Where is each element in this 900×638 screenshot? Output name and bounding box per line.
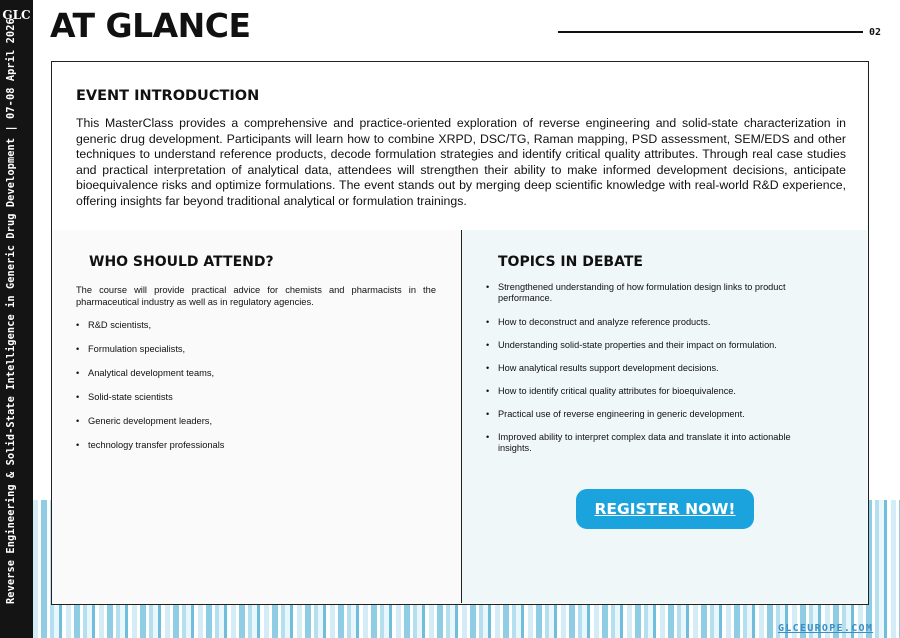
topics-list: [486, 282, 806, 467]
list-item: • R&D scientists,: [76, 319, 436, 343]
list-item: • Practical use of reverse engineering in generic development.: [486, 409, 806, 432]
website-link[interactable]: GLCEUROPE.COM: [778, 623, 874, 634]
intro-heading: EVENT INTRODUCTION: [76, 88, 260, 104]
sidebar: [0, 0, 33, 638]
page-title: AT GLANCE: [50, 6, 251, 45]
event-vertical-caption: Reverse Engineering & Solid-State Intelligence in Generic Drug Development | 07-08 April 2026: [5, 18, 17, 604]
attend-heading: WHO SHOULD ATTEND?: [89, 254, 274, 270]
list-item: • Understanding solid-state properties and their impact on formulation.: [486, 340, 806, 363]
content-panel: [51, 61, 869, 605]
attend-description: The course will provide practical advice for chemists and pharmacists in the pharmaceutical industry as well as in regulatory agencies.: [76, 285, 436, 308]
list-item: • Improved ability to interpret complex data and translate it into actionable insights.: [486, 432, 806, 467]
list-item: • Strengthened understanding of how formulation design links to product performance.: [486, 282, 806, 317]
who-should-attend: [52, 230, 462, 603]
list-item: • How to deconstruct and analyze reference products.: [486, 317, 806, 340]
intro-body: This MasterClass provides a comprehensive and practice-oriented exploration of reverse engineering and solid-state characterization in generic drug development. Participants will learn how to combine XRPD, DSC/TG, Raman mapping, PSD assessment, SEM/EDS and other techniques to understand reference products, decode formulation strategies and identify critical quality attributes. Through real case studies and practical interpretation of analytical data, attendees will strengthen their ability to make informed development decisions, anticipate bioequivalence risks and optimize formulations. The event stands out by merging deep scientific knowledge with real-world R&D experience, offering insights far beyond traditional analytical or formulation trainings.: [76, 116, 846, 208]
list-item: • technology transfer professionals: [76, 439, 436, 463]
attend-list: [76, 319, 436, 463]
list-item: • Solid-state scientists: [76, 391, 436, 415]
register-now-button[interactable]: REGISTER NOW!: [576, 489, 754, 529]
list-item: • How to identify critical quality attributes for bioequivalence.: [486, 386, 806, 409]
list-item: • How analytical results support development decisions.: [486, 363, 806, 386]
list-item: • Generic development leaders,: [76, 415, 436, 439]
event-introduction: [52, 62, 867, 231]
header-rule: [558, 31, 863, 33]
list-item: • Formulation specialists,: [76, 343, 436, 367]
topics-in-debate: [462, 230, 867, 603]
list-item: • Analytical development teams,: [76, 367, 436, 391]
glc-logo: GLC: [2, 8, 31, 22]
page-number: 02: [869, 27, 882, 38]
topics-heading: TOPICS IN DEBATE: [498, 254, 643, 270]
